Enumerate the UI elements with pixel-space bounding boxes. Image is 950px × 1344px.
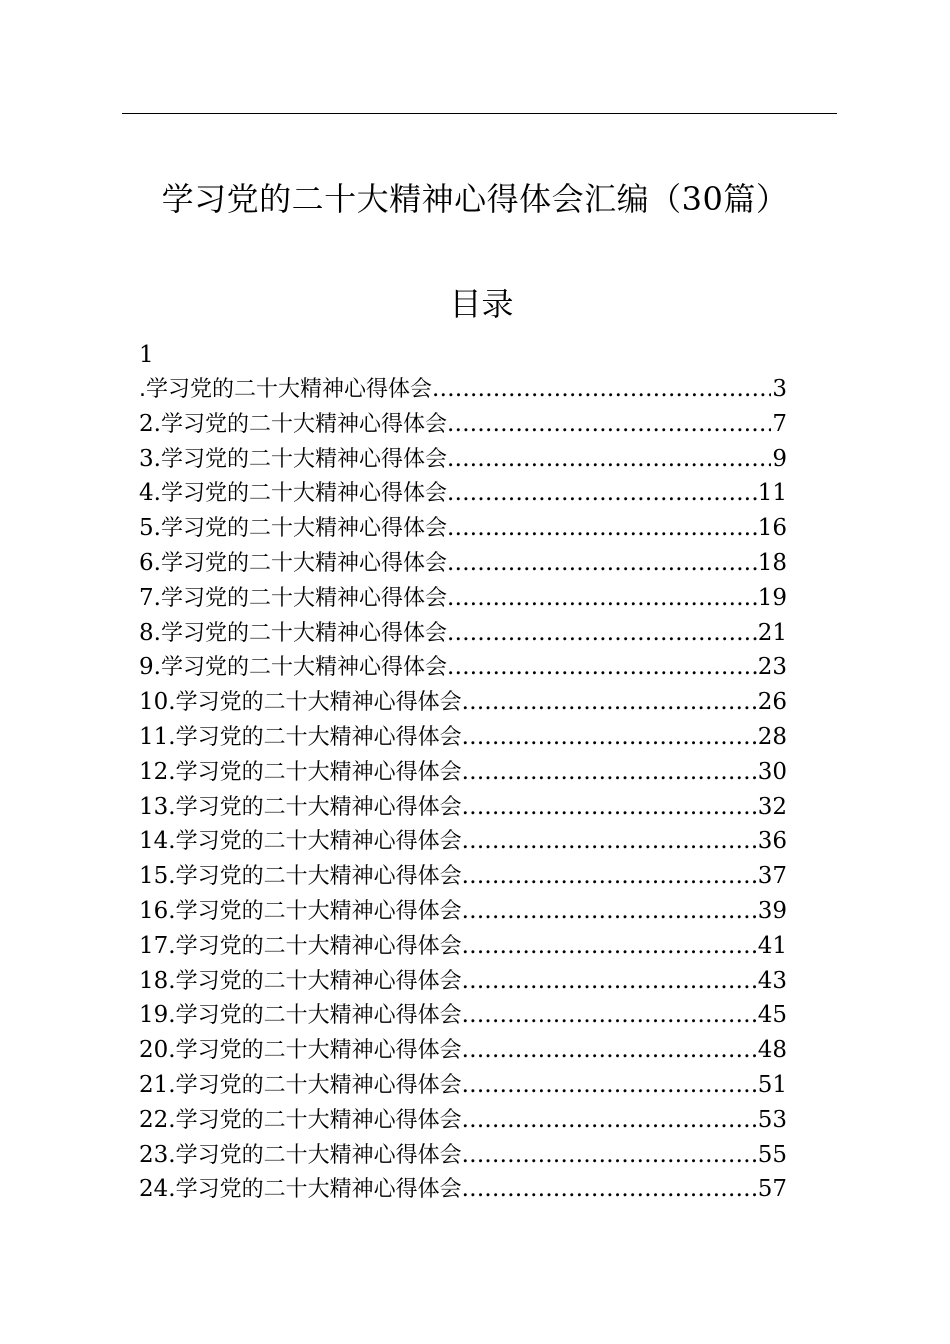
toc-entry[interactable] — [139, 476, 787, 511]
toc-dot-leader — [447, 442, 771, 477]
toc-entry-page: 39 — [757, 897, 787, 924]
toc-entry[interactable] — [139, 685, 787, 720]
toc-entry-number: 16. — [139, 897, 176, 924]
toc-entry-page: 45 — [757, 1002, 787, 1029]
toc-entry-page: 18 — [757, 549, 787, 576]
toc-entry[interactable] — [139, 1172, 787, 1207]
toc-dot-leader — [447, 546, 757, 581]
toc-entry[interactable] — [139, 1138, 787, 1173]
toc-entry-page: 51 — [757, 1071, 787, 1098]
toc-entry-page: 28 — [757, 723, 787, 750]
toc-entry-number: 5. — [139, 515, 161, 542]
toc-entry[interactable] — [139, 929, 787, 964]
toc-entry-title: 学习党的二十大精神心得体会 — [175, 968, 462, 994]
toc-entry-number: 12. — [139, 758, 176, 785]
toc-first-number: 1 — [139, 342, 154, 368]
toc-entry[interactable] — [139, 1068, 787, 1103]
toc-entry-number: 20. — [139, 1037, 176, 1064]
toc-entry-title: 学习党的二十大精神心得体会 — [160, 411, 447, 437]
toc-entry-number: 9. — [139, 654, 161, 681]
toc-entry[interactable] — [139, 650, 787, 685]
toc-dot-leader — [462, 1103, 757, 1138]
toc-entry[interactable] — [139, 964, 787, 999]
toc-entry-title: 学习党的二十大精神心得体会 — [175, 690, 462, 716]
toc-entry[interactable] — [139, 407, 787, 442]
toc-dot-leader — [462, 964, 757, 999]
toc-entry-number: 22. — [139, 1106, 176, 1133]
title-prefix: 学习党的二十大精神心得体会汇编（ — [161, 180, 682, 218]
toc-entry-title: 学习党的二十大精神心得体会 — [175, 1072, 462, 1098]
title-count: 30 — [681, 180, 724, 218]
toc-entry-number: 18. — [139, 967, 176, 994]
toc-dot-leader — [462, 1068, 757, 1103]
toc-dot-leader — [462, 894, 757, 929]
toc-dot-leader — [447, 650, 757, 685]
toc-entry-number: 4. — [139, 480, 161, 507]
toc-entry-title: 学习党的二十大精神心得体会 — [175, 1038, 462, 1064]
toc-entry-number: 17. — [139, 932, 176, 959]
toc-entry[interactable] — [139, 998, 787, 1033]
toc-entry[interactable] — [139, 546, 787, 581]
toc-entry-title: 学习党的二十大精神心得体会 — [160, 481, 447, 507]
toc-entry-title: 学习党的二十大精神心得体会 — [175, 1142, 462, 1168]
toc-entry-title: 学习党的二十大精神心得体会 — [160, 446, 447, 472]
toc-entry[interactable] — [139, 824, 787, 859]
toc-entry[interactable] — [139, 894, 787, 929]
toc-dot-leader — [447, 476, 757, 511]
toc-entry-page: 32 — [757, 793, 787, 820]
toc-entry-page: 23 — [757, 654, 787, 681]
toc-entry-title: 学习党的二十大精神心得体会 — [175, 1107, 462, 1133]
toc-entry-title: 学习党的二十大精神心得体会 — [175, 759, 462, 785]
toc-heading: 目录 — [449, 285, 514, 323]
toc-entry[interactable] — [139, 581, 787, 616]
toc-entry-page: 48 — [757, 1037, 787, 1064]
toc-dot-leader — [447, 581, 757, 616]
toc-entry-number: 3. — [139, 445, 161, 472]
table-of-contents — [139, 338, 787, 1207]
toc-entry-title: .学习党的二十大精神心得体会 — [139, 377, 432, 402]
toc-entry-title: 学习党的二十大精神心得体会 — [175, 933, 462, 959]
toc-dot-leader — [462, 720, 757, 755]
toc-entry[interactable] — [139, 859, 787, 894]
toc-dot-leader — [432, 372, 771, 407]
toc-entry-number: 21. — [139, 1071, 176, 1098]
toc-dot-leader — [462, 929, 757, 964]
toc-entry-number: 11. — [139, 723, 176, 750]
toc-entry-title: 学习党的二十大精神心得体会 — [175, 898, 462, 924]
toc-entry-number: 24. — [139, 1176, 176, 1203]
toc-entry-page: 53 — [757, 1106, 787, 1133]
toc-entry[interactable] — [139, 616, 787, 651]
toc-entry[interactable] — [139, 372, 787, 407]
toc-dot-leader — [462, 790, 757, 825]
toc-entry[interactable] — [139, 790, 787, 825]
toc-entry-title: 学习党的二十大精神心得体会 — [160, 620, 447, 646]
toc-entry[interactable] — [139, 442, 787, 477]
toc-entry-title: 学习党的二十大精神心得体会 — [160, 655, 447, 681]
toc-entry-page: 16 — [757, 515, 787, 542]
toc-entry-number: 6. — [139, 549, 161, 576]
header-rule — [122, 113, 837, 114]
toc-entry-title: 学习党的二十大精神心得体会 — [175, 864, 462, 890]
toc-entry-page: 26 — [757, 689, 787, 716]
toc-entry-page: 19 — [757, 584, 787, 611]
toc-entry-number: 8. — [139, 619, 161, 646]
toc-entry[interactable] — [139, 720, 787, 755]
toc-entry-title: 学习党的二十大精神心得体会 — [175, 1003, 462, 1029]
toc-dot-leader — [462, 824, 757, 859]
toc-entry-page: 9 — [772, 445, 787, 472]
toc-entry-number: 15. — [139, 863, 176, 890]
toc-entry[interactable] — [139, 1033, 787, 1068]
toc-entry-page: 21 — [757, 619, 787, 646]
toc-dot-leader — [462, 859, 757, 894]
toc-entry-number: 2. — [139, 410, 161, 437]
toc-dot-leader — [462, 685, 757, 720]
toc-entry-page: 7 — [772, 410, 787, 437]
toc-entry-number: 10. — [139, 689, 176, 716]
toc-entry-page: 3 — [772, 376, 787, 402]
toc-dot-leader — [462, 755, 757, 790]
toc-dot-leader — [462, 1172, 757, 1207]
toc-entry[interactable] — [139, 1103, 787, 1138]
toc-entry-page: 11 — [757, 480, 787, 507]
toc-entry-title: 学习党的二十大精神心得体会 — [160, 550, 447, 576]
toc-entry-title: 学习党的二十大精神心得体会 — [175, 724, 462, 750]
toc-entry-title: 学习党的二十大精神心得体会 — [160, 585, 447, 611]
toc-entry-page: 30 — [757, 758, 787, 785]
toc-entry-title: 学习党的二十大精神心得体会 — [175, 794, 462, 820]
toc-dot-leader — [447, 511, 757, 546]
toc-entry-page: 37 — [757, 863, 787, 890]
toc-entry-number: 14. — [139, 828, 176, 855]
toc-entry-title: 学习党的二十大精神心得体会 — [175, 1177, 462, 1203]
toc-dot-leader — [447, 407, 771, 442]
document-title — [0, 175, 950, 223]
toc-entry-page: 36 — [757, 828, 787, 855]
toc-dot-leader — [447, 616, 757, 651]
toc-entry-page: 41 — [757, 932, 787, 959]
toc-dot-leader — [462, 998, 757, 1033]
title-suffix: 篇） — [723, 180, 789, 218]
toc-entry-title: 学习党的二十大精神心得体会 — [160, 516, 447, 542]
toc-entry-page: 43 — [757, 967, 787, 994]
toc-entry-number: 19. — [139, 1002, 176, 1029]
toc-dot-leader — [462, 1138, 757, 1173]
toc-entry-number: 13. — [139, 793, 176, 820]
toc-entry[interactable] — [139, 755, 787, 790]
toc-entry-page: 57 — [757, 1176, 787, 1203]
toc-entry-number: 7. — [139, 584, 161, 611]
toc-entry-title: 学习党的二十大精神心得体会 — [175, 829, 462, 855]
toc-list — [139, 372, 787, 1207]
toc-entry-number: 23. — [139, 1141, 176, 1168]
toc-entry[interactable] — [139, 511, 787, 546]
toc-dot-leader — [462, 1033, 757, 1068]
toc-entry-page: 55 — [757, 1141, 787, 1168]
